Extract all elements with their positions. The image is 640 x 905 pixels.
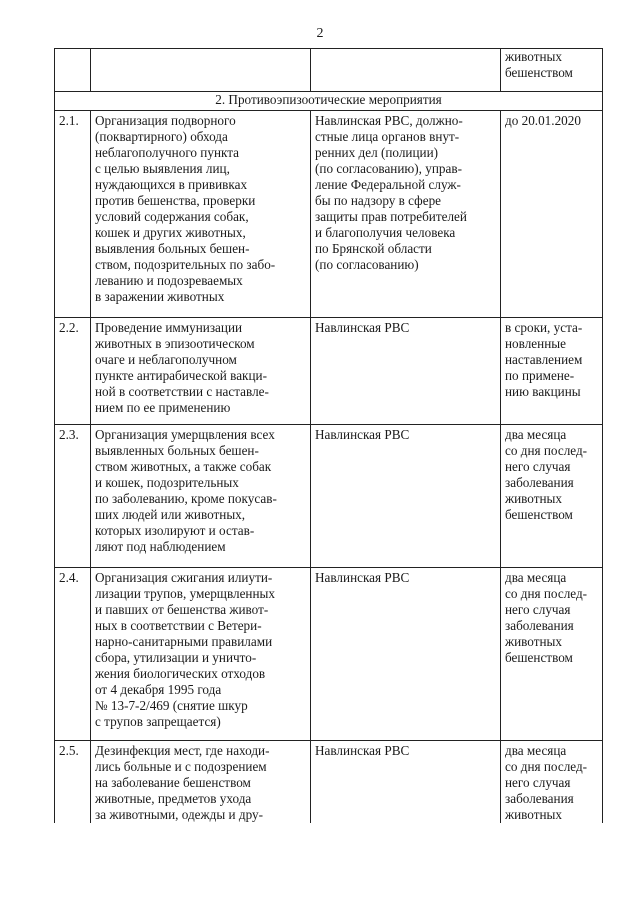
cell-action: [91, 49, 311, 92]
cell-responsible: [311, 425, 501, 568]
action-line: пункте антирабической вакци-: [95, 368, 267, 383]
responsible-line: Навлинская РВС: [315, 570, 410, 585]
section-header-row: [55, 92, 603, 111]
action-line: (поквартирного) обхода: [95, 129, 228, 144]
action-line: за животными, одежды и дру-: [95, 807, 263, 822]
action-line: ной в соответствии с наставле-: [95, 384, 269, 399]
action-line: против бешенства, проверки: [95, 193, 256, 208]
cell-num: 2.5.: [55, 741, 91, 824]
responsible-line: Навлинская РВС: [315, 320, 410, 335]
table-row-continuation: [55, 49, 603, 92]
table-row: [55, 568, 603, 741]
action-line: леванию и подозреваемых: [95, 273, 243, 288]
term-line: заболевания: [505, 791, 574, 806]
cell-responsible: [311, 568, 501, 741]
cell-num: 2.3.: [55, 425, 91, 568]
responsible-line: Навлинская РВС: [315, 427, 410, 442]
cell-num: 2.1.: [55, 111, 91, 318]
cell-term: [501, 741, 603, 824]
term-line: бешенством: [505, 65, 573, 80]
action-line: ством, подозрительных по забо-: [95, 257, 276, 272]
responsible-line: Навлинская РВС: [315, 743, 410, 758]
responsible-line: по Брянской области: [315, 241, 432, 256]
action-line: Дезинфекция мест, где находи-: [95, 743, 270, 758]
term-line: по примене-: [505, 368, 575, 383]
cell-num: 2.2.: [55, 318, 91, 425]
measures-table: [54, 48, 603, 823]
action-line: животных в эпизоотическом: [95, 336, 255, 351]
cell-action: [91, 318, 311, 425]
action-line: Организация подворного: [95, 113, 236, 128]
action-line: нуждающихся в прививках: [95, 177, 248, 192]
cell-action: [91, 425, 311, 568]
action-line: в заражении животных: [95, 289, 225, 304]
term-line: животных: [505, 491, 562, 506]
responsible-line: ренних дел (полиции): [315, 145, 439, 160]
action-line: Организация умерщвления всех: [95, 427, 275, 442]
cell-term: [501, 568, 603, 741]
action-line: ством животных, а также собак: [95, 459, 272, 474]
action-line: ляют под наблюдением: [95, 539, 226, 554]
action-line: с трупов запрещается): [95, 714, 221, 729]
responsible-line: ление Федеральной служ-: [315, 177, 461, 192]
action-line: лись больные и с подозрением: [95, 759, 267, 774]
cell-term: [501, 49, 603, 92]
cell-action: [91, 568, 311, 741]
action-line: № 13-7-2/469 (снятие шкур: [95, 698, 248, 713]
term-line: бешенством: [505, 507, 573, 522]
term-line: животных: [505, 49, 562, 64]
term-line: заболевания: [505, 618, 574, 633]
cell-term: [501, 111, 603, 318]
term-line: со дня послед-: [505, 443, 588, 458]
term-line: два месяца: [505, 743, 567, 758]
action-line: сбора, утилизации и уничто-: [95, 650, 257, 665]
responsible-line: стные лица органов внут-: [315, 129, 460, 144]
term-line: бешенством: [505, 650, 573, 665]
cell-responsible: [311, 318, 501, 425]
action-line: с целью выявления лиц,: [95, 161, 230, 176]
cell-num: [55, 49, 91, 92]
term-line: два месяца: [505, 427, 567, 442]
term-line: заболевания: [505, 475, 574, 490]
action-line: неблагополучного пункта: [95, 145, 240, 160]
cell-num: 2.4.: [55, 568, 91, 741]
table-row: [55, 111, 603, 318]
action-line: по заболеванию, кроме покусав-: [95, 491, 277, 506]
responsible-line: (по согласованию): [315, 257, 419, 272]
cell-term: [501, 318, 603, 425]
term-line: новленные: [505, 336, 566, 351]
action-line: условий содержания собак,: [95, 209, 249, 224]
action-line: нием по ее применению: [95, 400, 231, 415]
action-line: Проведение иммунизации: [95, 320, 243, 335]
page-number: 2: [316, 26, 324, 41]
term-line: животных: [505, 634, 562, 649]
section-title: 2. Противоэпизоотические мероприятия: [55, 92, 603, 111]
term-line: него случая: [505, 459, 571, 474]
responsible-line: защиты прав потребителей: [315, 209, 467, 224]
term-line: наставлением: [505, 352, 583, 367]
action-line: лизации трупов, умерщвленных: [95, 586, 276, 601]
term-line: два месяца: [505, 570, 567, 585]
action-line: на заболевание бешенством: [95, 775, 251, 790]
term-line: со дня послед-: [505, 586, 588, 601]
action-line: кошек и других животных,: [95, 225, 246, 240]
cell-term: [501, 425, 603, 568]
cell-action: [91, 741, 311, 824]
action-line: ных в соответствии с Ветери-: [95, 618, 262, 633]
action-line: жения биологических отходов: [95, 666, 266, 681]
term-line: нию вакцины: [505, 384, 581, 399]
action-line: от 4 декабря 1995 года: [95, 682, 222, 697]
action-line: выявления больных бешен-: [95, 241, 250, 256]
term-line: него случая: [505, 602, 571, 617]
table-row: [55, 741, 603, 824]
responsible-line: и благополучия человека: [315, 225, 456, 240]
action-line: выявленных больных бешен-: [95, 443, 259, 458]
term-line: него случая: [505, 775, 571, 790]
table-body: [55, 111, 603, 824]
responsible-line: бы по надзору в сфере: [315, 193, 442, 208]
action-line: и кошек, подозрительных: [95, 475, 239, 490]
term-line: животных: [505, 807, 562, 822]
cell-responsible: [311, 49, 501, 92]
cell-responsible: [311, 741, 501, 824]
term-line: в сроки, уста-: [505, 320, 583, 335]
term-line: со дня послед-: [505, 759, 588, 774]
responsible-line: Навлинская РВС, должно-: [315, 113, 463, 128]
action-line: нарно-санитарными правилами: [95, 634, 273, 649]
action-line: ших людей или животных,: [95, 507, 246, 522]
table-row: [55, 318, 603, 425]
action-line: и павших от бешенства живот-: [95, 602, 269, 617]
action-line: очаге и неблагополучном: [95, 352, 237, 367]
cell-action: [91, 111, 311, 318]
action-line: животные, предметов ухода: [95, 791, 252, 806]
term-line: до 20.01.2020: [505, 113, 581, 128]
action-line: Организация сжигания илиути-: [95, 570, 273, 585]
cell-responsible: [311, 111, 501, 318]
table-row: [55, 425, 603, 568]
action-line: которых изолируют и остав-: [95, 523, 255, 538]
responsible-line: (по согласованию), управ-: [315, 161, 462, 176]
